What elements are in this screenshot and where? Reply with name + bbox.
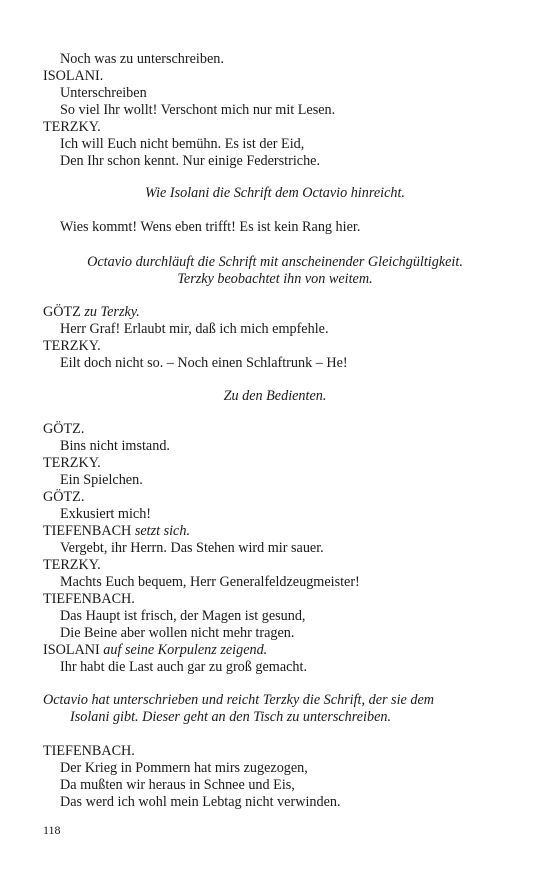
verse-line: Der Krieg in Pommern hat mirs zugezogen, xyxy=(60,760,308,776)
stage-direction: Wie Isolani die Schrift dem Octavio hinreicht. xyxy=(145,185,405,201)
verse-line: Die Beine aber wollen nicht mehr tragen. xyxy=(60,625,295,641)
verse-line: Machts Euch bequem, Herr Generalfeldzeugmeister! xyxy=(60,574,360,590)
stage-direction: Octavio durchläuft die Schrift mit anscheinender Gleichgültigkeit. xyxy=(87,254,463,270)
speaker-name: TERZKY. xyxy=(43,119,101,135)
verse-line: Bins nicht imstand. xyxy=(60,438,170,454)
speaker-name: TIEFENBACH xyxy=(43,523,132,539)
verse-line: Das Haupt ist frisch, der Magen ist gesund, xyxy=(60,608,306,624)
verse-line: Herr Graf! Erlaubt mir, daß ich mich empfehle. xyxy=(60,321,329,337)
speaker-line xyxy=(43,642,267,659)
stage-direction: Terzky beobachtet ihn von weitem. xyxy=(177,271,373,287)
speaker-name: ISOLANI. xyxy=(43,68,104,84)
speaker-name: TERZKY. xyxy=(43,455,101,471)
speaker-name: ISOLANI xyxy=(43,642,100,658)
speaker-direction: auf seine Korpulenz zeigend. xyxy=(103,642,268,658)
stage-direction: Isolani gibt. Dieser geht an den Tisch zu unterschreiben. xyxy=(70,709,392,725)
stage-direction: Zu den Bedienten. xyxy=(223,388,327,404)
verse-line: Vergebt, ihr Herrn. Das Stehen wird mir sauer. xyxy=(60,540,324,556)
speaker-name: GÖTZ. xyxy=(43,421,85,437)
verse-line: Ihr habt die Last auch gar zu groß gemacht. xyxy=(60,659,307,675)
speaker-name: TIEFENBACH. xyxy=(43,743,135,759)
verse-line: So viel Ihr wollt! Verschont mich nur mit Lesen. xyxy=(60,102,336,118)
page-number: 118 xyxy=(43,823,61,837)
verse-line: Ich will Euch nicht bemühn. Es ist der Eid, xyxy=(60,136,305,152)
speaker-name: TERZKY. xyxy=(43,557,101,573)
speaker-name: GÖTZ. xyxy=(43,489,85,505)
speaker-line xyxy=(43,304,140,321)
speaker-name: TERZKY. xyxy=(43,338,101,354)
verse-line: Eilt doch nicht so. – Noch einen Schlaftrunk – He! xyxy=(60,355,348,371)
speaker-direction: zu Terzky. xyxy=(84,304,140,320)
stage-direction: Octavio hat unterschrieben und reicht Terzky die Schrift, der sie dem xyxy=(43,692,434,708)
verse-line: Unterschreiben xyxy=(60,85,147,101)
verse-line: Noch was zu unterschreiben. xyxy=(60,51,224,67)
verse-line: Ein Spielchen. xyxy=(60,472,143,488)
speaker-name: GÖTZ xyxy=(43,304,81,320)
verse-line: Das werd ich wohl mein Lebtag nicht verwinden. xyxy=(60,794,341,810)
verse-line: Exkusiert mich! xyxy=(60,506,152,522)
speaker-direction: setzt sich. xyxy=(134,523,190,539)
verse-line: Da mußten wir heraus in Schnee und Eis, xyxy=(60,777,295,793)
verse-line: Wies kommt! Wens eben trifft! Es ist kein Rang hier. xyxy=(60,219,361,235)
verse-line: Den Ihr schon kennt. Nur einige Federstriche. xyxy=(60,153,321,169)
speaker-name: TIEFENBACH. xyxy=(43,591,135,607)
speaker-line xyxy=(43,523,190,540)
